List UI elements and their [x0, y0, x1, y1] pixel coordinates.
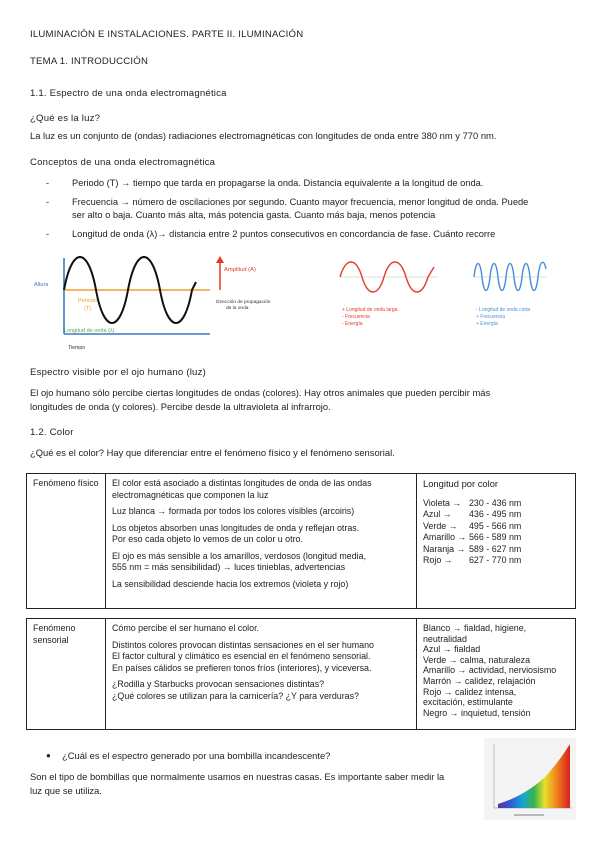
- tema-title: TEMA 1. INTRODUCCIÓN: [30, 56, 149, 67]
- question-luz: ¿Qué es la luz?: [30, 113, 101, 124]
- bombilla-paragraph: luz que se utiliza.: [30, 785, 102, 796]
- red-label: - Energía: [342, 321, 363, 327]
- sensorial-paragraph: [112, 679, 410, 702]
- blue-label: + Energía: [476, 321, 498, 327]
- bullet-dash: -: [46, 196, 50, 207]
- fisico-header: Fenómeno físico: [33, 478, 99, 488]
- sensation-line: Rojo → calidez intensa,: [423, 686, 517, 697]
- tiempo-label: Tiempo: [68, 345, 86, 351]
- text-line: El ojo es más sensible a los amarillos, verdosos (longitud media,: [112, 550, 367, 561]
- color-range: 495 - 566 nm: [469, 520, 522, 531]
- table-row: [27, 619, 576, 730]
- main-title: ILUMINACIÓN E INSTALACIONES. PARTE II. ILUMINACIÓN: [30, 29, 304, 40]
- bombilla-question: ¿Cuál es el espectro generado por una bombilla incandescente?: [62, 750, 331, 761]
- color-name: Rojo →: [423, 555, 453, 565]
- espectro-paragraph: El ojo humano sólo percibe ciertas longitudes de ondas (colores). Hay otros animales que pueden percibir más: [30, 387, 491, 398]
- color-range-row: [423, 544, 569, 556]
- bullet-dot: ●: [46, 751, 51, 760]
- bullet-line: Periodo (T) → tiempo que tarda en propagarse la onda. Distancia equivalente a la longitud de onda.: [72, 178, 484, 188]
- fisico-paragraph: [112, 523, 410, 546]
- text-line: Distintos colores provocan distintas sensaciones en el ser humano: [112, 639, 374, 650]
- text-line: ¿Rodilla y Starbucks provocan sensaciones distintas?: [112, 679, 325, 689]
- sensation-line: Azul → fialdad: [423, 644, 481, 655]
- wave-diagram: [30, 252, 300, 357]
- fisico-paragraph: [112, 478, 410, 501]
- spectrum-caption: [514, 814, 544, 816]
- table-content-cell: [106, 619, 417, 730]
- color-name: Azul →: [423, 509, 452, 519]
- wave-compare-diagram: [338, 255, 548, 335]
- sensation-line: neutralidad: [423, 633, 467, 644]
- sensation-line: Marrón → calidez, relajación: [423, 675, 536, 686]
- fisico-paragraph: [112, 579, 410, 591]
- direccion-label: Dirección de propagación: [216, 300, 271, 305]
- periodo-label: Periodo: [78, 298, 97, 304]
- bullet-longitud: [72, 228, 495, 241]
- table-colors-cell: [417, 619, 576, 730]
- section-1-1-heading: 1.1. Espectro de una onda electromagnética: [30, 88, 227, 99]
- bullet-line: ser alto o baja. Cuanto más alta, más potencia gasta. Cuanto más baja, menos potencia: [72, 209, 436, 220]
- periodo-t-label: (T): [84, 306, 92, 312]
- text-line: Luz blanca → formada por todos los colores visibles (arcoiris): [112, 506, 355, 516]
- color-name: Violeta →: [423, 497, 462, 508]
- bullet-dash: -: [46, 177, 50, 188]
- table-header-cell: [27, 474, 106, 609]
- table-fenomeno-fisico: [26, 473, 576, 609]
- direccion-label: de la onda: [226, 306, 249, 311]
- text-line: El color está asociado a distintas longitudes de onda de las ondas: [112, 478, 372, 488]
- fisico-paragraph: [112, 551, 410, 574]
- text-line: Los objetos absorben unas longitudes de onda y reflejan otras.: [112, 522, 360, 533]
- red-label: + Longitud de onda larga: [342, 307, 398, 313]
- color-range-row: [423, 509, 569, 521]
- table-colors-cell: [417, 474, 576, 609]
- table-fenomeno-sensorial: [26, 618, 576, 730]
- text-line: 555 nm = más sensibilidad) → luces tinieblas, advertencias: [112, 562, 346, 572]
- text-line: La sensibilidad desciende hacia los extremos (violeta y rojo): [112, 578, 349, 589]
- sensorial-paragraph: [112, 640, 410, 675]
- blue-label: - Longitud de onda corta: [476, 307, 531, 313]
- bombilla-paragraph: Son el tipo de bombillas que normalmente usamos en nuestras casas. Es importante saber medir la: [30, 771, 445, 782]
- section-1-2-heading: 1.2. Color: [30, 427, 74, 438]
- blue-label: + Frecuencia: [476, 314, 506, 320]
- bullet-dash: -: [46, 228, 50, 239]
- bullet-frecuencia: [72, 196, 528, 221]
- text-line: El factor cultural y climático es esencial en el fenómeno sensorial.: [112, 651, 371, 661]
- color-name: Naranja →: [423, 543, 466, 554]
- color-range-row: [423, 532, 569, 544]
- sensation-line: Verde → calma, naturaleza: [423, 654, 531, 665]
- luz-definition: La luz es un conjunto de (ondas) radiaciones electromagnéticas con longitudes de onda entre 380 nm y 770 nm.: [30, 130, 497, 141]
- color-range: 566 - 589 nm: [469, 532, 522, 542]
- espectro-title: Espectro visible por el ojo humano (luz): [30, 367, 206, 378]
- blue-wave: [474, 262, 546, 290]
- text-line: ¿Qué colores se utilizan para la carnicería? ¿Y para verduras?: [112, 690, 359, 701]
- color-range-row: [423, 521, 569, 533]
- spectrum-chart-image: [484, 738, 576, 820]
- color-range: 230 - 436 nm: [469, 497, 522, 508]
- espectro-paragraph: longitudes de onda (y colores). Percibe desde la ultravioleta al infrarrojo.: [30, 401, 331, 412]
- bullet-line: Frecuencia → número de oscilaciones por segundo. Cuanto mayor frecuencia, menor longitud de onda. Puede: [72, 197, 529, 207]
- sensation-line: Blanco → fialdad, higiene,: [423, 623, 527, 633]
- text-line: electromagnéticas que componen la luz: [112, 489, 269, 500]
- fisico-paragraph: [112, 506, 410, 518]
- color-range-row: [423, 555, 569, 567]
- bullet-line: Longitud de onda (λ)→ distancia entre 2 puntos consecutivos en concordancia de fase. Cuánto recorre: [72, 229, 496, 239]
- text-line: Cómo percibe el ser humano el color.: [112, 623, 260, 633]
- amplitud-label: Amplitud (A): [224, 267, 256, 273]
- color-range-row: [423, 498, 569, 510]
- sensorial-header: Fenómeno sensorial: [33, 623, 76, 645]
- sensation-line: Negro → inquietud, tensión: [423, 707, 531, 718]
- sensation-line: excitación, estimulante: [423, 697, 513, 708]
- sensorial-paragraph: [112, 623, 410, 635]
- color-name: Verde →: [423, 520, 458, 531]
- text-line: Por eso cada objeto lo vemos de un color u otro.: [112, 534, 303, 544]
- red-label: - Frecuencia: [342, 314, 370, 320]
- table-content-cell: [106, 474, 417, 609]
- sensation-line: Amarillo → actividad, nerviosismo: [423, 665, 557, 676]
- color-question: ¿Qué es el color? Hay que diferenciar entre el fenómeno físico y el fenómeno sensorial.: [30, 447, 395, 458]
- amplitude-arrow-head: [216, 256, 224, 263]
- color-name: Amarillo →: [423, 532, 467, 542]
- color-range: 436 - 495 nm: [469, 509, 522, 519]
- color-range: 627 - 770 nm: [469, 555, 522, 565]
- longitud-label: Longitud de onda (λ): [64, 328, 115, 334]
- color-range: 589 - 627 nm: [469, 543, 522, 554]
- longitud-color-title: Longitud por color: [423, 478, 499, 489]
- table-header-cell: [27, 619, 106, 730]
- conceptos-title: Conceptos de una onda electromagnética: [30, 157, 216, 168]
- table-row: [27, 474, 576, 609]
- text-line: En países cálidos se prefieren tonos fríos (interiores), y viceversa.: [112, 662, 372, 673]
- altura-label: Altura: [34, 282, 49, 288]
- bullet-periodo: [72, 177, 483, 190]
